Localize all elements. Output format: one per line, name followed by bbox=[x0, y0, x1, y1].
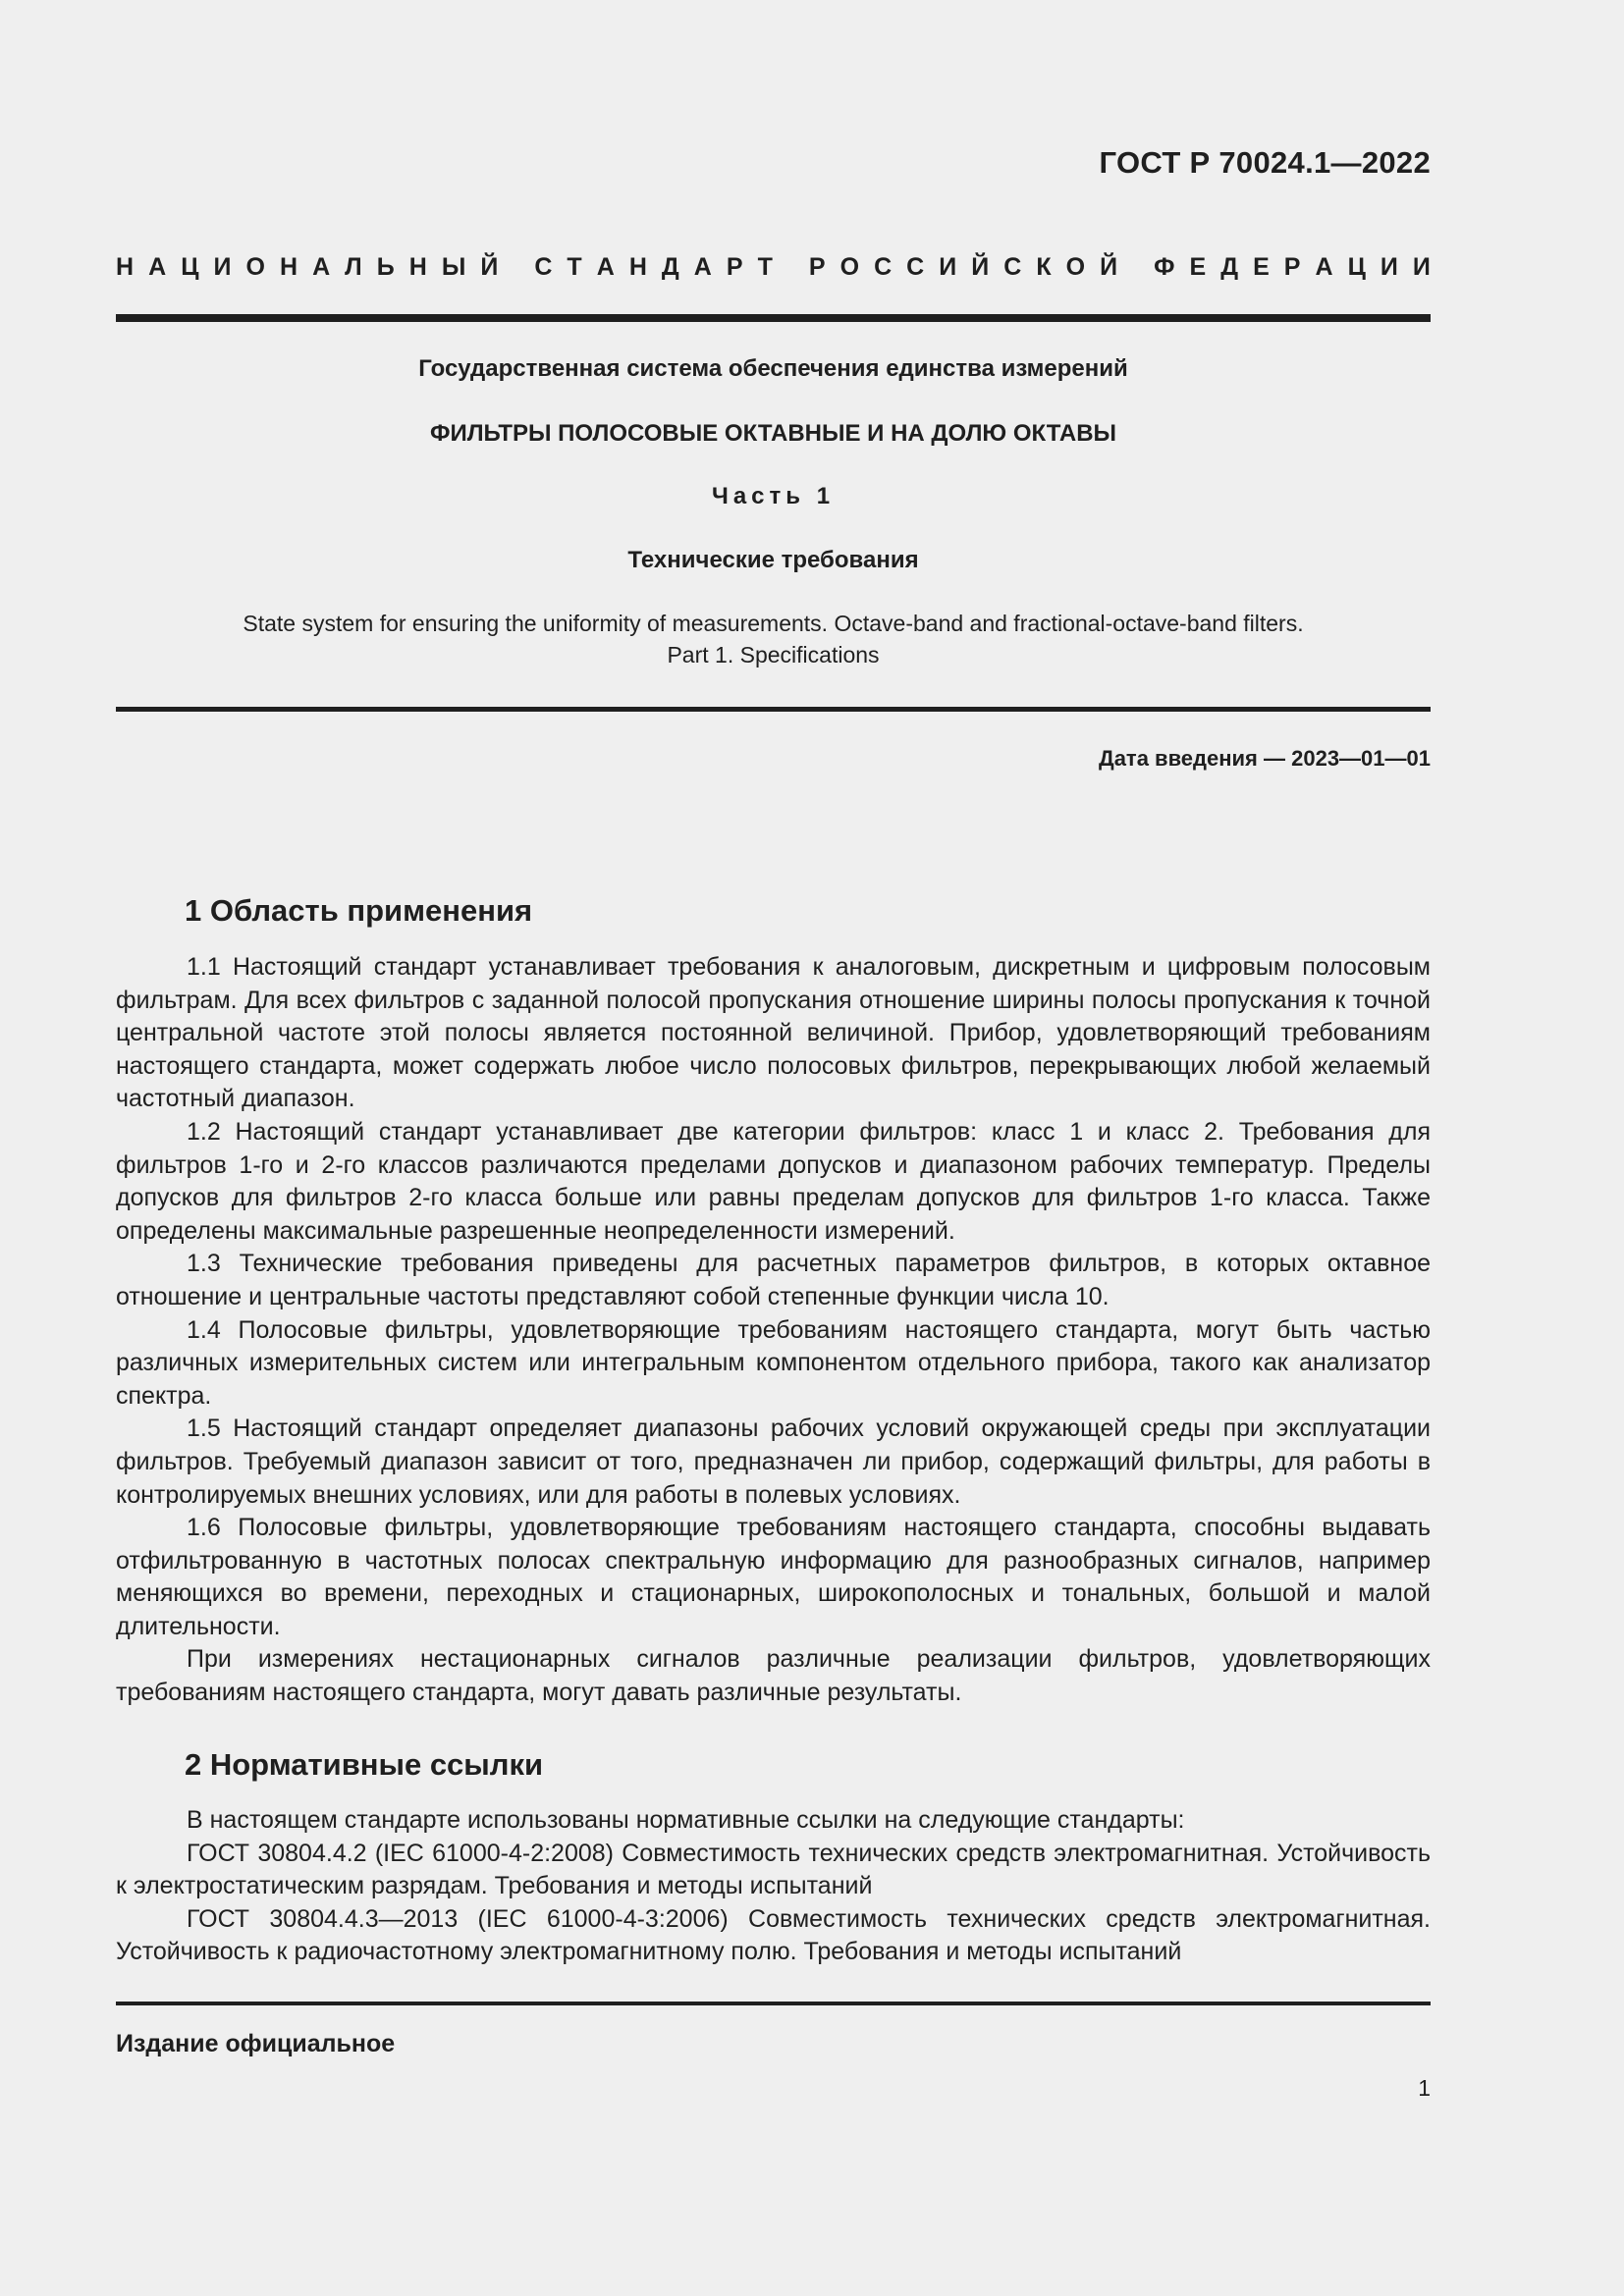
header-letter: Т bbox=[757, 253, 773, 281]
header-letter: Й bbox=[480, 253, 499, 281]
paragraph: 1.3 Технические требования приведены для расчетных параметров фильтров, в которых октавное отношение и центральные частоты представляют собой степенные функции числа 10. bbox=[116, 1250, 1431, 1310]
header-letter: Т bbox=[567, 253, 582, 281]
header-letter: Д bbox=[661, 253, 679, 281]
header-letter: И bbox=[213, 253, 232, 281]
english-title bbox=[116, 608, 1431, 670]
title-divider bbox=[116, 707, 1431, 712]
header-letter: Ц bbox=[181, 253, 199, 281]
paragraph: ГОСТ 30804.4.2 (IEC 61000-4-2:2008) Совместимость технических средств электромагнитная. Устойчивость к электростатическим разрядам. Требования и методы испытаний bbox=[116, 1839, 1431, 1900]
header-letter: А bbox=[312, 253, 331, 281]
section-1-body bbox=[116, 951, 1431, 1710]
paragraph: 1.6 Полосовые фильтры, удовлетворяющие требованиям настоящего стандарта, способны выдавать отфильтрованную в частотных полосах спектральную информацию для разнообразных сигналов, например меняющихся во времени, переходных и стационарных, широкополосных и тональных, большой и малой длительности. bbox=[116, 1514, 1431, 1640]
header-letter: Е bbox=[1253, 253, 1270, 281]
paragraph: ГОСТ 30804.4.3—2013 (IEC 61000-4-3:2006) Совместимость технических средств электромагнитная. Устойчивость к радиочастотному электромагнитному полю. Требования и методы испытаний bbox=[116, 1904, 1431, 1966]
header-word-gap bbox=[1132, 253, 1139, 282]
header-letter: А bbox=[596, 253, 615, 281]
page-number: 1 bbox=[1418, 2075, 1431, 2101]
header-letter: Н bbox=[279, 253, 298, 281]
paragraph: 1.1 Настоящий стандарт устанавливает требования к аналоговым, дискретным и цифровым полосовым фильтрам. Для всех фильтров с заданной полосой пропускания отношение ширины полосы пропускания к точной центральной частоте этой полосы является постоянной величиной. Прибор, удовлетворяющий требованиям настоящего стандарта, может содержать любое число полосовых фильтров, перекрывающих любой желаемый частотный диапазон. bbox=[116, 953, 1431, 1113]
header-letter: С bbox=[874, 253, 893, 281]
header-letter: А bbox=[148, 253, 167, 281]
header-letter: О bbox=[245, 253, 265, 281]
top-divider bbox=[116, 314, 1431, 322]
header-letter: С bbox=[906, 253, 925, 281]
header-letter: Л bbox=[345, 253, 362, 281]
english-title-line-1: State system for ensuring the uniformity of measurements. Octave-band and fractional-octave-band filters. bbox=[243, 611, 1304, 636]
footer-divider bbox=[116, 2002, 1431, 2005]
part-title: Часть 1 bbox=[711, 483, 836, 509]
header-letter: А bbox=[693, 253, 712, 281]
section-2-heading: 2 Нормативные ссылки bbox=[185, 1747, 544, 1782]
national-standard-header bbox=[116, 253, 1431, 282]
section-1-heading: 1 Область применения bbox=[185, 893, 533, 928]
paragraph: В настоящем стандарте использованы нормативные ссылки на следующие стандарты: bbox=[187, 1806, 1185, 1834]
tech-title: Технические требования bbox=[627, 547, 919, 573]
header-letter: Ф bbox=[1154, 253, 1175, 281]
standard-number: ГОСТ Р 70024.1—2022 bbox=[1099, 145, 1431, 180]
english-title-line-2: Part 1. Specifications bbox=[667, 642, 880, 667]
header-letter: И bbox=[1412, 253, 1431, 281]
section-2-body bbox=[116, 1804, 1431, 1969]
document-page bbox=[116, 0, 1431, 2296]
header-letter: Р bbox=[1283, 253, 1301, 281]
header-letter: Е bbox=[1189, 253, 1207, 281]
header-letter: Ы bbox=[441, 253, 466, 281]
header-letter: С bbox=[534, 253, 553, 281]
header-letter: Р bbox=[808, 253, 826, 281]
header-letter: Й bbox=[1100, 253, 1118, 281]
main-title: ФИЛЬТРЫ ПОЛОСОВЫЕ ОКТАВНЫЕ И НА ДОЛЮ ОКТАВЫ bbox=[429, 420, 1117, 447]
header-word-gap bbox=[787, 253, 794, 282]
header-letter: И bbox=[939, 253, 957, 281]
header-letter: Д bbox=[1220, 253, 1239, 281]
header-letter: Р bbox=[726, 253, 743, 281]
header-letter: И bbox=[1380, 253, 1398, 281]
header-letter: С bbox=[1003, 253, 1022, 281]
edition-label: Издание официальное bbox=[116, 2030, 396, 2057]
header-letter: Н bbox=[116, 253, 135, 281]
header-letter: Н bbox=[408, 253, 427, 281]
header-letter: К bbox=[1036, 253, 1052, 281]
paragraph: При измерениях нестационарных сигналов различные реализации фильтров, удовлетворяющих требованиям настоящего стандарта, могут давать различные результаты. bbox=[116, 1645, 1431, 1707]
intro-date: Дата введения — 2023—01—01 bbox=[1099, 746, 1431, 771]
header-letter: Ь bbox=[376, 253, 395, 281]
header-letter: Н bbox=[628, 253, 647, 281]
paragraph: 1.4 Полосовые фильтры, удовлетворяющие требованиям настоящего стандарта, могут быть частью различных измерительных систем или интегральным компонентом отдельного прибора, такого как анализатор спектра. bbox=[116, 1315, 1431, 1410]
header-letter: О bbox=[839, 253, 860, 281]
header-letter: О bbox=[1065, 253, 1086, 281]
paragraph: 1.5 Настоящий стандарт определяет диапазоны рабочих условий окружающей среды при эксплуатации фильтров. Требуемый диапазон зависит от того, предназначен ли прибор, содержащий фильтры, для работы в контролируемых внешних условиях, или для работы в полевых условиях. bbox=[116, 1415, 1431, 1509]
header-letter: А bbox=[1315, 253, 1333, 281]
system-title: Государственная система обеспечения единства измерений bbox=[418, 355, 1128, 382]
paragraph: 1.2 Настоящий стандарт устанавливает две категории фильтров: класс 1 и класс 2. Требования для фильтров 1-го и 2-го классов различаются пределами допусков и диапазоном рабочих температур. Пределы допусков для фильтров 2-го класса больше или равны пределам допусков для фильтров 1-го класса. Также определены максимальные разрешенные неопределенности измерений. bbox=[116, 1117, 1431, 1245]
header-letter: Ц bbox=[1347, 253, 1366, 281]
header-letter: Й bbox=[971, 253, 990, 281]
header-word-gap bbox=[513, 253, 519, 282]
